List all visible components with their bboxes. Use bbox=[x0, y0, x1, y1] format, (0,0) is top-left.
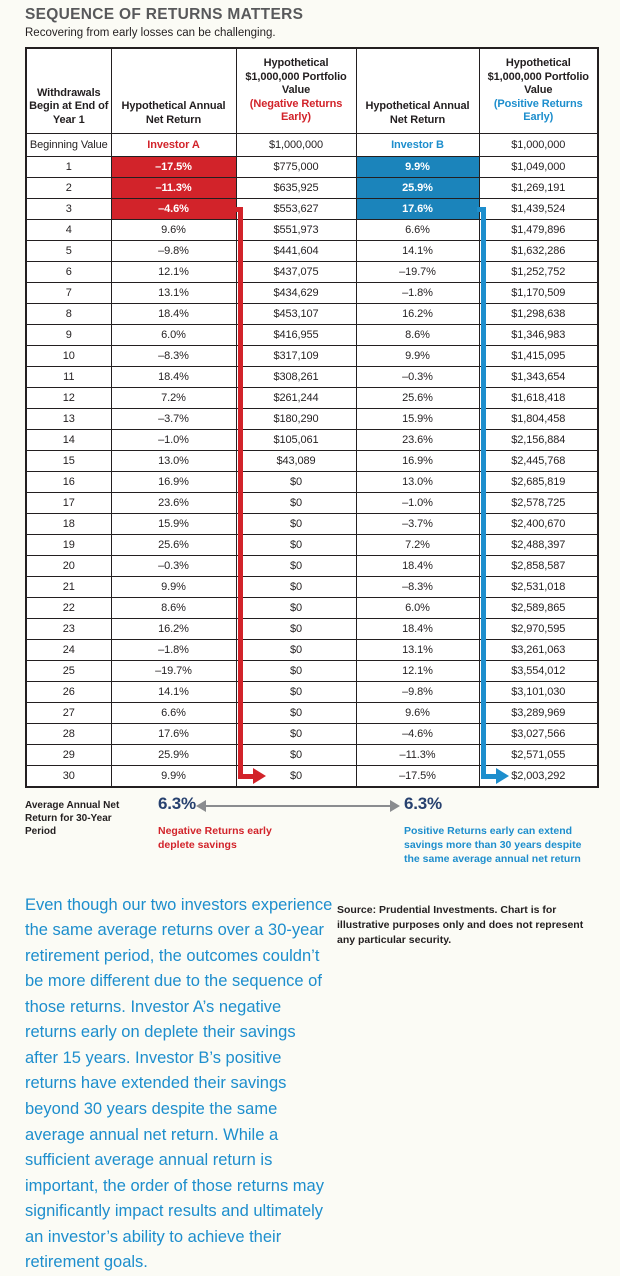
beginning-value-label-cell: Beginning Value bbox=[26, 134, 111, 157]
investor-b-return-cell: 14.1% bbox=[356, 241, 479, 262]
investor-b-value-cell: $1,252,752 bbox=[479, 262, 598, 283]
investor-b-return-cell: 18.4% bbox=[356, 556, 479, 577]
investor-a-return-cell: 25.6% bbox=[111, 535, 236, 556]
source-note: Source: Prudential Investments. Chart is for illustrative purposes only and does not represent any particular security. bbox=[337, 903, 584, 946]
investor-b-return-cell: 9.9% bbox=[356, 157, 479, 178]
investor-b-value-cell: $2,445,768 bbox=[479, 451, 598, 472]
investor-b-arrow-icon bbox=[496, 768, 509, 784]
investor-a-return-cell: –1.0% bbox=[111, 430, 236, 451]
investor-a-return-cell: 25.9% bbox=[111, 745, 236, 766]
table-row bbox=[26, 745, 598, 766]
investor-b-return-cell: 15.9% bbox=[356, 409, 479, 430]
investor-b-return-cell: –3.7% bbox=[356, 514, 479, 535]
investor-b-value-cell: $1,632,286 bbox=[479, 241, 598, 262]
investor-a-value-cell: $308,261 bbox=[236, 367, 356, 388]
investor-b-value-cell: $1,343,654 bbox=[479, 367, 598, 388]
investor-b-value-cell: $2,970,595 bbox=[479, 619, 598, 640]
investor-a-value-cell: $0 bbox=[236, 766, 356, 788]
investor-b-return-cell: 13.1% bbox=[356, 640, 479, 661]
investor-b-value-cell: $2,685,819 bbox=[479, 472, 598, 493]
investor-b-value-cell: $2,156,884 bbox=[479, 430, 598, 451]
investor-b-return-cell: 7.2% bbox=[356, 535, 479, 556]
investor-a-value-cell: $261,244 bbox=[236, 388, 356, 409]
investor-a-return-cell: –11.3% bbox=[111, 178, 236, 199]
investor-b-return-cell: 9.9% bbox=[356, 346, 479, 367]
investor-b-return-cell: 23.6% bbox=[356, 430, 479, 451]
year-cell: 4 bbox=[26, 220, 111, 241]
investor-a-return-cell: 18.4% bbox=[111, 304, 236, 325]
table-row bbox=[26, 493, 598, 514]
investor-a-return-cell: 16.2% bbox=[111, 619, 236, 640]
investor-a-return-cell: 15.9% bbox=[111, 514, 236, 535]
investor-a-return-cell: 23.6% bbox=[111, 493, 236, 514]
table-row bbox=[26, 283, 598, 304]
year-cell: 21 bbox=[26, 577, 111, 598]
year-cell: 2 bbox=[26, 178, 111, 199]
investor-b-value-cell: $1,439,524 bbox=[479, 199, 598, 220]
investor-a-value-cell: $0 bbox=[236, 640, 356, 661]
investor-b-value-cell: $3,261,063 bbox=[479, 640, 598, 661]
table-row bbox=[26, 577, 598, 598]
page-title: SEQUENCE OF RETURNS MATTERS bbox=[25, 6, 304, 23]
negative-returns-note: Negative Returns early deplete savings bbox=[158, 825, 272, 852]
investor-a-return-cell: –19.7% bbox=[111, 661, 236, 682]
investor-a-value-cell: $0 bbox=[236, 493, 356, 514]
investor-b-value-cell: $3,554,012 bbox=[479, 661, 598, 682]
table-row bbox=[26, 661, 598, 682]
investor-b-return-cell: –11.3% bbox=[356, 745, 479, 766]
table-row bbox=[26, 766, 598, 788]
investor-b-value-cell: $3,027,566 bbox=[479, 724, 598, 745]
investor-a-value-cell: $434,629 bbox=[236, 283, 356, 304]
year-cell: 6 bbox=[26, 262, 111, 283]
investor-a-value-cell: $553,627 bbox=[236, 199, 356, 220]
col-header-portfolio-positive bbox=[479, 48, 598, 134]
year-cell: 18 bbox=[26, 514, 111, 535]
investor-b-return-cell: 13.0% bbox=[356, 472, 479, 493]
investor-a-value-cell: $416,955 bbox=[236, 325, 356, 346]
investor-b-return-cell: 9.6% bbox=[356, 703, 479, 724]
investor-b-value-cell: $3,101,030 bbox=[479, 682, 598, 703]
year-cell: 28 bbox=[26, 724, 111, 745]
investor-b-return-cell: 16.2% bbox=[356, 304, 479, 325]
table-row bbox=[26, 325, 598, 346]
investor-b-return-cell: 6.6% bbox=[356, 220, 479, 241]
year-cell: 7 bbox=[26, 283, 111, 304]
year-cell: 14 bbox=[26, 430, 111, 451]
arrow-left-icon bbox=[196, 800, 206, 812]
investor-a-return-cell: 14.1% bbox=[111, 682, 236, 703]
investor-a-return-cell: 13.1% bbox=[111, 283, 236, 304]
col-header-negative-returns-early-label: (Negative Returns Early) bbox=[249, 97, 343, 124]
investor-a-arrow-icon bbox=[253, 768, 266, 784]
investor-b-value-cell: $2,571,055 bbox=[479, 745, 598, 766]
investor-a-return-cell: –8.3% bbox=[111, 346, 236, 367]
year-cell: 8 bbox=[26, 304, 111, 325]
investor-a-return-cell: 12.1% bbox=[111, 262, 236, 283]
investor-a-return-cell: 7.2% bbox=[111, 388, 236, 409]
year-cell: 24 bbox=[26, 640, 111, 661]
col-header-investor-b-return bbox=[356, 48, 479, 134]
investor-a-return-cell: –0.3% bbox=[111, 556, 236, 577]
year-cell: 12 bbox=[26, 388, 111, 409]
investor-a-return-cell: –1.8% bbox=[111, 640, 236, 661]
investor-b-value-cell: $2,488,397 bbox=[479, 535, 598, 556]
investor-a-return-cell: 13.0% bbox=[111, 451, 236, 472]
table-row bbox=[26, 619, 598, 640]
investor-b-path-line bbox=[481, 207, 486, 779]
investor-b-value-cell: $2,531,018 bbox=[479, 577, 598, 598]
investor-a-return-cell: –17.5% bbox=[111, 157, 236, 178]
investor-b-value-cell: $1,618,418 bbox=[479, 388, 598, 409]
year-cell: 16 bbox=[26, 472, 111, 493]
col-header-investor-a-return-label: Hypothetical Annual Net Return bbox=[121, 100, 226, 126]
table-row bbox=[26, 724, 598, 745]
investor-a-value-cell: $43,089 bbox=[236, 451, 356, 472]
investor-a-name-cell: Investor A bbox=[111, 134, 236, 157]
investor-a-path-line bbox=[238, 207, 243, 779]
year-cell: 10 bbox=[26, 346, 111, 367]
investor-a-value-cell: $0 bbox=[236, 745, 356, 766]
table-row bbox=[26, 220, 598, 241]
table-row bbox=[26, 682, 598, 703]
investor-a-return-cell: 17.6% bbox=[111, 724, 236, 745]
investor-b-return-cell: –8.3% bbox=[356, 577, 479, 598]
table-row bbox=[26, 514, 598, 535]
table-row bbox=[26, 178, 598, 199]
year-cell: 20 bbox=[26, 556, 111, 577]
year-cell: 30 bbox=[26, 766, 111, 788]
investor-b-return-cell: –4.6% bbox=[356, 724, 479, 745]
investor-b-value-cell: $2,858,587 bbox=[479, 556, 598, 577]
table-row bbox=[26, 409, 598, 430]
double-arrow-line bbox=[204, 805, 392, 807]
table-row bbox=[26, 535, 598, 556]
investor-a-return-cell: 8.6% bbox=[111, 598, 236, 619]
investor-b-value-cell: $1,479,896 bbox=[479, 220, 598, 241]
commentary-paragraph: Even though our two investors experience the same average returns over a 30-year retirement period, the outcomes couldn’t be more different due to the sequence of those returns. Investor A’s negative returns early on deplete their savings after 15 years. Investor B’s positive returns have extended their savings beyond 30 years despite the same average annual net return. While a sufficient average annual return is important, the order of those returns may significantly impact results and ultimately an investor’s ability to achieve their retirement goals. bbox=[25, 895, 333, 1272]
investor-b-path-elbow-bottom bbox=[481, 774, 496, 779]
investor-a-value-cell: $453,107 bbox=[236, 304, 356, 325]
investor-a-value-cell: $180,290 bbox=[236, 409, 356, 430]
year-cell: 22 bbox=[26, 598, 111, 619]
investor-a-value-cell: $0 bbox=[236, 535, 356, 556]
year-cell: 27 bbox=[26, 703, 111, 724]
investor-b-value-cell: $1,269,191 bbox=[479, 178, 598, 199]
investor-b-return-cell: 12.1% bbox=[356, 661, 479, 682]
table-row bbox=[26, 304, 598, 325]
investor-a-value-cell: $0 bbox=[236, 577, 356, 598]
investor-a-return-cell: 6.6% bbox=[111, 703, 236, 724]
investor-b-return-cell: 17.6% bbox=[356, 199, 479, 220]
investor-a-value-cell: $775,000 bbox=[236, 157, 356, 178]
investor-b-beginning-value-cell: $1,000,000 bbox=[479, 134, 598, 157]
investor-a-path-elbow-bottom bbox=[238, 774, 253, 779]
table-row bbox=[26, 451, 598, 472]
investor-b-name-cell: Investor B bbox=[356, 134, 479, 157]
investor-b-return-cell: –17.5% bbox=[356, 766, 479, 788]
col-header-portfolio-positive-main: Hypothetical $1,000,000 Portfolio Value bbox=[487, 57, 589, 97]
investor-b-value-cell: $1,298,638 bbox=[479, 304, 598, 325]
investor-b-return-cell: 16.9% bbox=[356, 451, 479, 472]
table-row bbox=[26, 598, 598, 619]
col-header-investor-b-return-label: Hypothetical Annual Net Return bbox=[365, 100, 470, 126]
investor-b-value-cell: $2,589,865 bbox=[479, 598, 598, 619]
returns-table bbox=[25, 47, 599, 788]
investor-a-return-cell: 18.4% bbox=[111, 367, 236, 388]
investor-a-value-cell: $635,925 bbox=[236, 178, 356, 199]
year-cell: 3 bbox=[26, 199, 111, 220]
table-row bbox=[26, 262, 598, 283]
year-cell: 29 bbox=[26, 745, 111, 766]
year-cell: 9 bbox=[26, 325, 111, 346]
investor-b-value-cell: $1,804,458 bbox=[479, 409, 598, 430]
investor-a-value-cell: $0 bbox=[236, 724, 356, 745]
col-header-investor-a-return bbox=[111, 48, 236, 134]
investor-b-return-cell: –0.3% bbox=[356, 367, 479, 388]
year-cell: 19 bbox=[26, 535, 111, 556]
col-header-portfolio-negative bbox=[236, 48, 356, 134]
investor-a-value-cell: $0 bbox=[236, 472, 356, 493]
investor-a-value-cell: $317,109 bbox=[236, 346, 356, 367]
investor-b-return-cell: 8.6% bbox=[356, 325, 479, 346]
investor-a-value-cell: $0 bbox=[236, 598, 356, 619]
arrow-right-icon bbox=[390, 800, 400, 812]
year-cell: 13 bbox=[26, 409, 111, 430]
table-row bbox=[26, 346, 598, 367]
investor-a-return-cell: 9.9% bbox=[111, 577, 236, 598]
investor-a-return-cell: 9.9% bbox=[111, 766, 236, 788]
investor-b-return-cell: –9.8% bbox=[356, 682, 479, 703]
investor-b-return-cell: –19.7% bbox=[356, 262, 479, 283]
table-row bbox=[26, 367, 598, 388]
year-cell: 5 bbox=[26, 241, 111, 262]
investor-a-value-cell: $0 bbox=[236, 514, 356, 535]
average-return-label: Average Annual Net Return for 30-Year Period bbox=[25, 800, 120, 837]
investor-a-value-cell: $437,075 bbox=[236, 262, 356, 283]
investor-b-return-cell: 6.0% bbox=[356, 598, 479, 619]
investor-b-return-cell: 25.9% bbox=[356, 178, 479, 199]
year-cell: 11 bbox=[26, 367, 111, 388]
investor-a-value-cell: $0 bbox=[236, 682, 356, 703]
positive-returns-note: Positive Returns early can extend savings more than 30 years despite the same average annual net return bbox=[404, 825, 582, 866]
investor-a-value-cell: $0 bbox=[236, 703, 356, 724]
investor-a-value-cell: $551,973 bbox=[236, 220, 356, 241]
investor-b-value-cell: $2,578,725 bbox=[479, 493, 598, 514]
investor-a-return-cell: –3.7% bbox=[111, 409, 236, 430]
col-header-positive-returns-early-label: (Positive Returns Early) bbox=[493, 97, 583, 124]
investor-a-return-cell: –9.8% bbox=[111, 241, 236, 262]
investor-a-value-cell: $0 bbox=[236, 619, 356, 640]
table-row bbox=[26, 388, 598, 409]
investor-b-return-cell: –1.0% bbox=[356, 493, 479, 514]
year-cell: 25 bbox=[26, 661, 111, 682]
average-return-value-a: 6.3% bbox=[158, 794, 196, 813]
investor-a-beginning-value-cell: $1,000,000 bbox=[236, 134, 356, 157]
table-row bbox=[26, 199, 598, 220]
table-row bbox=[26, 556, 598, 577]
col-header-portfolio-negative-main: Hypothetical $1,000,000 Portfolio Value bbox=[245, 57, 347, 97]
col-header-withdrawals-label: Withdrawals Begin at End of Year 1 bbox=[29, 86, 109, 126]
investor-b-return-cell: 25.6% bbox=[356, 388, 479, 409]
investor-a-return-cell: 16.9% bbox=[111, 472, 236, 493]
investor-a-return-cell: –4.6% bbox=[111, 199, 236, 220]
col-header-withdrawals bbox=[26, 48, 111, 134]
year-cell: 15 bbox=[26, 451, 111, 472]
investor-b-value-cell: $2,400,670 bbox=[479, 514, 598, 535]
year-cell: 1 bbox=[26, 157, 111, 178]
investor-b-return-cell: –1.8% bbox=[356, 283, 479, 304]
investor-a-return-cell: 6.0% bbox=[111, 325, 236, 346]
table-row bbox=[26, 703, 598, 724]
year-cell: 26 bbox=[26, 682, 111, 703]
investor-a-value-cell: $441,604 bbox=[236, 241, 356, 262]
table-body bbox=[26, 134, 598, 788]
investor-b-value-cell: $1,049,000 bbox=[479, 157, 598, 178]
table-row bbox=[26, 640, 598, 661]
table-row bbox=[26, 157, 598, 178]
investor-a-value-cell: $0 bbox=[236, 661, 356, 682]
table-row bbox=[26, 430, 598, 451]
investor-b-value-cell: $1,415,095 bbox=[479, 346, 598, 367]
investor-a-value-cell: $0 bbox=[236, 556, 356, 577]
table-row bbox=[26, 472, 598, 493]
investor-b-value-cell: $2,003,292 bbox=[479, 766, 598, 788]
investor-b-value-cell: $1,170,509 bbox=[479, 283, 598, 304]
year-cell: 23 bbox=[26, 619, 111, 640]
average-return-value-b: 6.3% bbox=[404, 794, 442, 813]
year-cell: 17 bbox=[26, 493, 111, 514]
investor-b-return-cell: 18.4% bbox=[356, 619, 479, 640]
investor-b-value-cell: $1,346,983 bbox=[479, 325, 598, 346]
investor-a-return-cell: 9.6% bbox=[111, 220, 236, 241]
investor-a-value-cell: $105,061 bbox=[236, 430, 356, 451]
table-row bbox=[26, 241, 598, 262]
investor-b-value-cell: $3,289,969 bbox=[479, 703, 598, 724]
beginning-value-row bbox=[26, 134, 598, 157]
page-subtitle: Recovering from early losses can be challenging. bbox=[25, 27, 276, 39]
returns-table-figure bbox=[25, 47, 597, 788]
table-header-row bbox=[26, 48, 598, 134]
